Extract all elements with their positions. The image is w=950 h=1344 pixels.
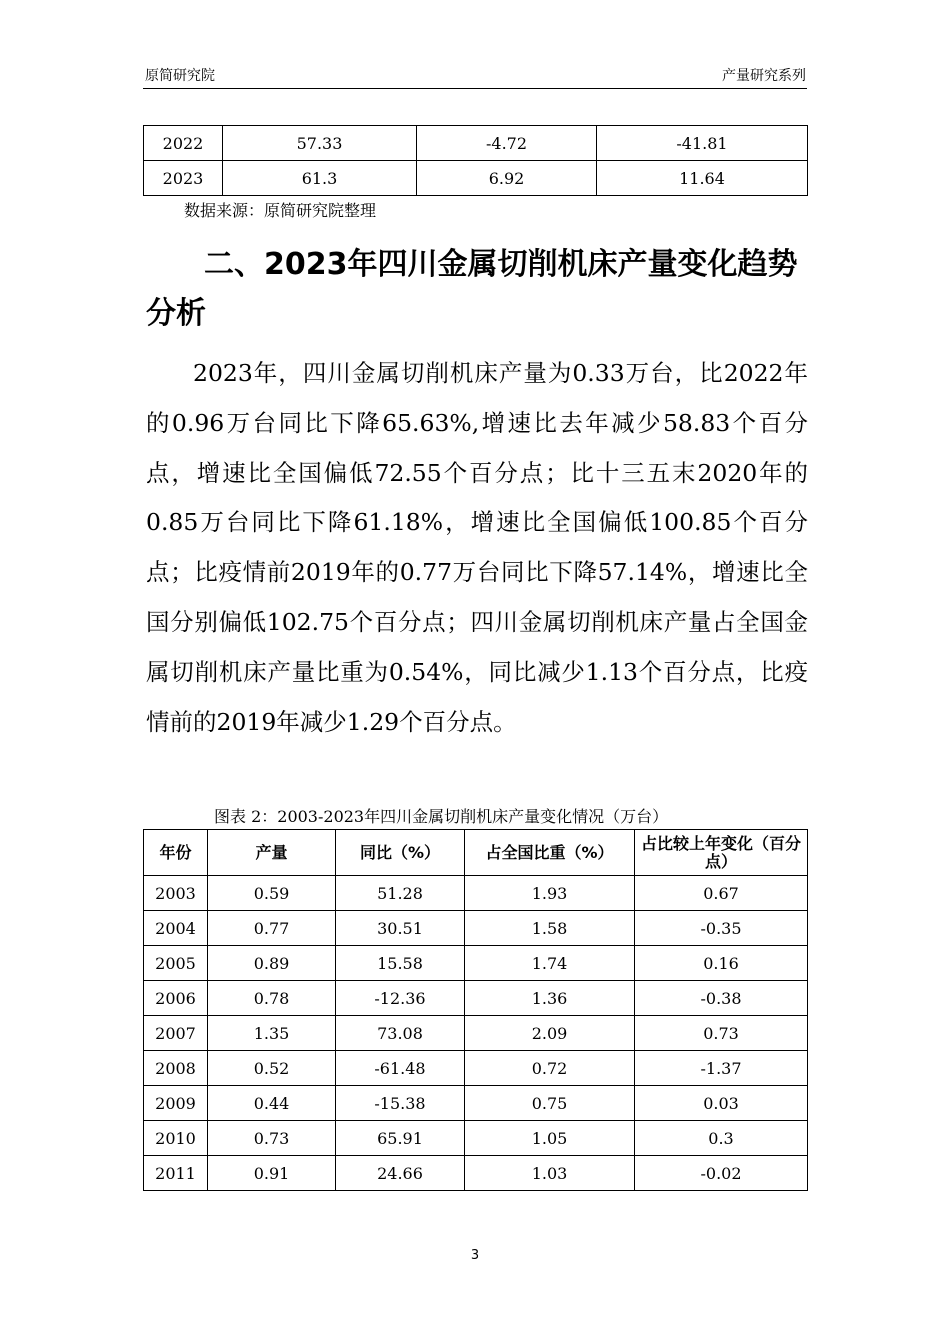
table-cell: 0.03	[635, 1086, 808, 1121]
column-header: 产量	[208, 830, 336, 876]
table-cell: 2011	[144, 1156, 208, 1191]
table-cell: 0.72	[465, 1051, 635, 1086]
table-cell: 2004	[144, 911, 208, 946]
column-header: 同比（%）	[336, 830, 465, 876]
table-cell: 0.16	[635, 946, 808, 981]
table-cell: 2007	[144, 1016, 208, 1051]
table-cell: 0.52	[208, 1051, 336, 1086]
table-cell: 1.35	[208, 1016, 336, 1051]
table-cell: -61.48	[336, 1051, 465, 1086]
table-cell: 2006	[144, 981, 208, 1016]
table-row	[144, 161, 808, 196]
table-row	[144, 1016, 808, 1051]
table-cell: 0.44	[208, 1086, 336, 1121]
table-cell: 2022	[144, 126, 223, 161]
header-org-name: 原简研究院	[145, 68, 215, 84]
table-cell: 0.78	[208, 981, 336, 1016]
table-cell: 6.92	[417, 161, 597, 196]
table-cell: 57.33	[223, 126, 417, 161]
table-cell: 1.36	[465, 981, 635, 1016]
analysis-paragraph: 2023年，四川金属切削机床产量为0.33万台，比2022年的0.96万台同比下降65.63%,增速比去年减少58.83个百分点，增速比全国偏低72.55个百分点；比十三五末2020年的0.85万台同比下降61.18%，增速比全国偏低100.85个百分点；比疫情前2019年的0.77万台同比下降57.14%，增速比全国分别偏低102.75个百分点；四川金属切削机床产量占全国金属切削机床产量比重为0.54%，同比减少1.13个百分点，比疫情前的2019年减少1.29个百分点。	[146, 359, 808, 736]
table-cell: 51.28	[336, 876, 465, 911]
table-row	[144, 1051, 808, 1086]
table-cell: 1.03	[465, 1156, 635, 1191]
table-cell: 0.67	[635, 876, 808, 911]
table-cell: -4.72	[417, 126, 597, 161]
table-cell: -1.37	[635, 1051, 808, 1086]
table-cell: -0.35	[635, 911, 808, 946]
table-row	[144, 1121, 808, 1156]
table-cell: 0.73	[635, 1016, 808, 1051]
page-number: 3	[470, 1248, 480, 1263]
column-header: 占比较上年变化（百分点）	[635, 830, 808, 876]
table-cell: 73.08	[336, 1016, 465, 1051]
table-cell: 2008	[144, 1051, 208, 1086]
table-cell: 0.59	[208, 876, 336, 911]
data-table-continued	[143, 125, 808, 196]
table-cell: 1.05	[465, 1121, 635, 1156]
table-cell: 61.3	[223, 161, 417, 196]
table-cell: -0.38	[635, 981, 808, 1016]
table-cell: 0.89	[208, 946, 336, 981]
table-cell: 2023	[144, 161, 223, 196]
table-cell: 0.77	[208, 911, 336, 946]
header-rule	[143, 88, 807, 89]
table-row	[144, 876, 808, 911]
table-row	[144, 126, 808, 161]
table-cell: 2005	[144, 946, 208, 981]
table-header-row	[144, 830, 808, 876]
table-row	[144, 946, 808, 981]
table-row	[144, 1156, 808, 1191]
table-cell: 0.91	[208, 1156, 336, 1191]
table-cell: 1.58	[465, 911, 635, 946]
table-cell: 1.74	[465, 946, 635, 981]
table-cell: 0.73	[208, 1121, 336, 1156]
table-row	[144, 1086, 808, 1121]
header-series-name: 产量研究系列	[722, 68, 806, 84]
table-caption: 图表 2：2003-2023年四川金属切削机床产量变化情况（万台）	[214, 807, 669, 826]
table-cell: 2003	[144, 876, 208, 911]
table-cell: 2009	[144, 1086, 208, 1121]
table-row	[144, 981, 808, 1016]
table-cell: -12.36	[336, 981, 465, 1016]
table-cell: 0.3	[635, 1121, 808, 1156]
table-cell: -41.81	[597, 126, 808, 161]
production-table	[143, 829, 808, 1191]
table-cell: 15.58	[336, 946, 465, 981]
table-cell: 2.09	[465, 1016, 635, 1051]
table-cell: -0.02	[635, 1156, 808, 1191]
table-cell: 65.91	[336, 1121, 465, 1156]
table-cell: 2010	[144, 1121, 208, 1156]
data-source-note: 数据来源：原简研究院整理	[184, 201, 377, 220]
table-cell: 0.75	[465, 1086, 635, 1121]
table-cell: 11.64	[597, 161, 808, 196]
column-header: 占全国比重（%）	[465, 830, 635, 876]
column-header: 年份	[144, 830, 208, 876]
table-cell: 24.66	[336, 1156, 465, 1191]
table-row	[144, 911, 808, 946]
table-cell: 30.51	[336, 911, 465, 946]
section-heading: 二、2023年四川金属切削机床产量变化趋势分析	[146, 247, 798, 331]
table-cell: 1.93	[465, 876, 635, 911]
table-cell: -15.38	[336, 1086, 465, 1121]
